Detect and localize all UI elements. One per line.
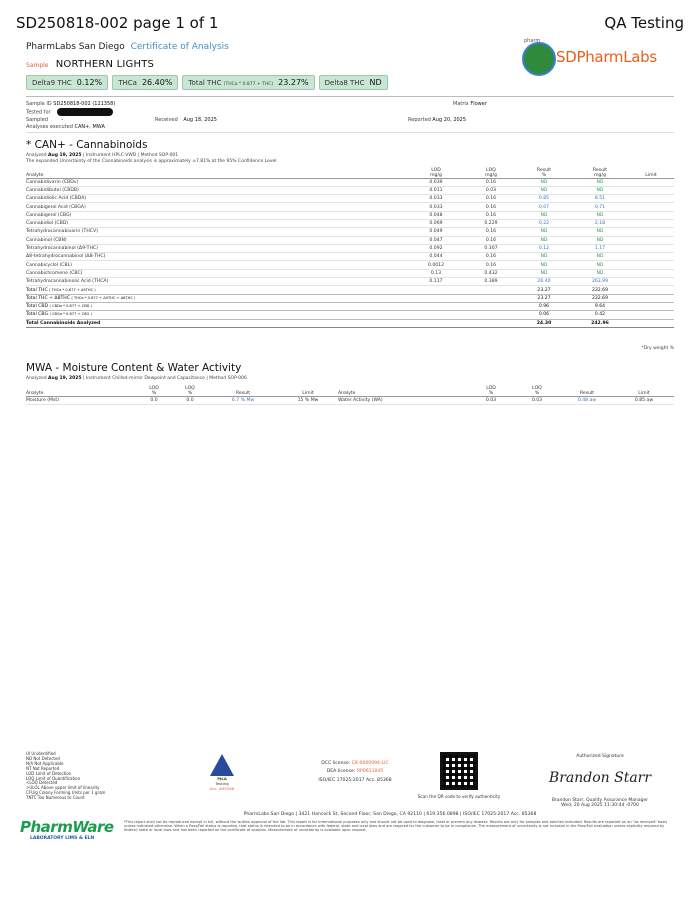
cannabinoids-analyzed: Analyzed Aug 19, 2025 | Instrument HPLC-VWD | Method SOP-001 [26,153,179,158]
cell: 0.13 [406,269,466,277]
cell [628,261,674,269]
disclaimer: *This report shall not be reproduced except in full, without the written approval of the lab. This report is for informational purposes only and should not be used to diagnose, treat or prevent any disease. Results are only for samples and batches indicated. Results are reported on an "as received" basis unless indicated otherwise. When a Pass/Fail status is reported, that status is intended to be in accordance with federal, state and local laws and are required for the customer to be in compliance. The measurement of uncertainty is not included in the Pass/Fail evaluation unless explicitly required by federal, state or local laws and has been reported on the certificate of analysis. Measurement of uncertainty is available upon request. [124,820,668,833]
mwa-analyzed: Analyzed Aug 19, 2025 | Instrument Chilled-mirror Dewpoint and Capacitance | Method SOP-006 [26,376,247,381]
cell: ND [516,211,572,219]
cell: 0.229 [466,219,516,227]
legend-item: LOD Limit of Detection [26,770,72,776]
legend-item: ND Not Detected [26,755,60,761]
cell: 8.51 [572,195,628,203]
chip-value: 23.27% [278,78,309,87]
cell: 0.039 [406,178,466,186]
table-row [26,211,674,219]
sample-id: Sample ID SD250818-002 (121358) [26,101,116,107]
cell: ND [572,261,628,269]
lab-name: PharmLabs San Diego [26,42,125,52]
divider [26,132,674,133]
legend-item: <LOQ Detected [26,780,58,786]
cell [466,294,516,302]
cell: 0.092 [406,244,466,252]
analyte-name: Tetrahydrocannabivarin (THCV) [26,228,406,236]
cell: 0.033 [406,195,466,203]
analyte-name: Cannabidiolic Acid (CBDA) [26,195,406,203]
cell [628,244,674,252]
cell [628,311,674,319]
total-formula: ( CBDa * 0.877 + CBD ) [49,304,92,309]
column-header: LOQ % [514,384,560,396]
cell [406,319,466,327]
cell: 0.16 [466,203,516,211]
cell [628,294,674,302]
cell: 0.048 [406,211,466,219]
cell [466,311,516,319]
cell: 0.22 [516,219,572,227]
cell: 0.16 [466,228,516,236]
cell: 0.03 [468,396,514,404]
uncertainty-note: The expanded Uncertainty of the Cannabinoids analysis is approximately ±7.81% at the 95% Confidence Level [26,159,277,164]
chip-thca [112,75,178,90]
pjla-accreditation: Acc. #85368 [209,786,235,791]
coa-label: Certificate of Analysis [130,42,229,52]
cell [628,228,674,236]
sample-line [26,59,154,70]
grand-total-row [26,319,674,327]
cell [628,253,674,261]
cell: 24.30 [516,319,572,327]
analyte-name: Cannabinol (CBN) [26,236,406,244]
total-formula: ( THCa * 0.877 + Δ9THC ) [49,287,96,292]
lab-heading [26,42,229,52]
cell: 15 % Mw [278,396,338,404]
cell: 0.48 aw [560,396,614,404]
sdpharmlabs-logo [522,40,672,80]
cell: ND [572,236,628,244]
cell: 0.03 [466,186,516,194]
cell: 0.71 [572,203,628,211]
cell: 232.69 [572,286,628,294]
cell [466,319,516,327]
column-header: Limit [278,384,338,396]
cell: 0.07 [516,203,572,211]
cell: 0.049 [406,228,466,236]
cell [406,286,466,294]
table-row [26,236,674,244]
cell [628,269,674,277]
mwa-table [26,384,674,405]
legend-item: >ULOL Above upper limit of linearity [26,785,100,791]
cell: 0.044 [406,253,466,261]
chip-delta8-thc [319,75,388,90]
total-row [26,311,674,319]
cell: ND [516,236,572,244]
summary-chips [26,75,388,90]
cell: 0.0 [136,396,172,404]
analyte-name: Tetrahydrocannabinol (Δ9-THC) [26,244,406,252]
cell: ND [572,211,628,219]
received: Received Aug 18, 2025 [155,117,217,123]
column-header: Result [208,384,278,396]
analyses-executed: Analyses executed CAN+, MWA [26,124,105,130]
cell [628,302,674,310]
analyte-name: Δ8-tetrahydrocannabinol (Δ8-THC) [26,253,406,261]
analyte-name: Cannabicyclol (CBL) [26,261,406,269]
total-name: Total THC + Δ8THC ( THCa * 0.877 + Δ9THC + Δ8THC ) [26,294,406,302]
table-header-row [26,166,674,178]
cell: 0.011 [406,186,466,194]
analyte-name: Moisture (Mst) [26,396,136,404]
logo-arc-text: pharm [524,38,541,44]
table-row [26,261,674,269]
authorized-signature-label: Authorized Signature [576,754,624,759]
cell: ND [516,178,572,186]
pjla-text: PJLA [217,776,227,781]
cell: 23.27 [516,286,572,294]
analyte-name: Cannabidivarin (CBDv) [26,178,406,186]
cell: 0.85 [516,195,572,203]
total-name: Total CBG ( CBGa * 0.877 + CBG ) [26,311,406,319]
cell [628,195,674,203]
document-title: SD250818-002 page 1 of 1 [16,14,219,32]
table-header-row [26,384,674,396]
column-header: Result [560,384,614,396]
cell: 0.03 [514,396,560,404]
cell: 0.307 [466,244,516,252]
qa-testing-title: QA Testing [604,14,684,32]
table-row [26,396,674,404]
cell [406,302,466,310]
analyte-name: Cannabichromene (CBC) [26,269,406,277]
chip-label: THCa [118,78,137,87]
pharmware-wordmark: PharmWare [20,818,114,836]
cell [628,219,674,227]
cell: ND [572,186,628,194]
cell: 2.18 [572,219,628,227]
cell [628,178,674,186]
signature: Brandon Starr [548,770,652,786]
dry-weight-note: *Dry weight % [641,346,674,351]
cell [628,236,674,244]
pharmware-subtitle: LABORATORY LIMS & ELN [30,836,95,841]
cell: 0.16 [466,261,516,269]
cell: 1.17 [572,244,628,252]
analyte-name: Water Activity (WA) [338,396,468,404]
licenses [300,760,410,785]
table-row [26,269,674,277]
column-header: Analyte [26,384,136,396]
total-row [26,302,674,310]
cell: 0.06 [516,311,572,319]
pharmware-logo [20,818,116,846]
legend-item: NT Not Reported [26,765,60,771]
dea-license: DEA license: RP0611045 [326,769,384,775]
total-row [26,286,674,294]
chip-delta9-thc [26,75,108,90]
cell: 0.16 [466,195,516,203]
column-header: Limit [614,384,674,396]
divider [26,96,674,97]
globe-icon [522,42,556,76]
analyte-name: Cannabigerol (CBG) [26,211,406,219]
mwa-title: MWA - Moisture Content & Water Activity [26,362,242,374]
cell [466,286,516,294]
chip-value: 26.40% [141,78,173,87]
cell: 0.0 [172,396,208,404]
cell: 0.047 [406,236,466,244]
cannabinoids-title: * CAN+ - Cannabinoids [26,139,148,151]
cell [406,294,466,302]
cell: ND [572,269,628,277]
table-row [26,186,674,194]
cell: ND [572,228,628,236]
cell [628,286,674,294]
table-row [26,219,674,227]
sample-label: Sample [26,62,49,69]
top-bar [16,14,684,36]
total-name: Total CBD ( CBDa * 0.877 + CBD ) [26,302,406,310]
cell: 0.16 [466,178,516,186]
column-header: Result % [516,166,572,178]
cell: 0.117 [406,278,466,286]
cell: 0.16 [466,253,516,261]
chip-value: 0.12% [76,78,103,87]
cell [466,302,516,310]
iso-accreditation: ISO/IEC 17025:2017 Acc. 85368 [318,777,392,783]
chip-total-thc [182,75,314,90]
cell: ND [516,261,572,269]
table-row [26,278,674,286]
column-header: LOQ % [172,384,208,396]
total-formula: ( CBGa * 0.877 + CBG ) [49,312,92,317]
chip-label: Delta8 THC [324,78,365,87]
cell: ND [572,178,628,186]
signer-info: Brandon Starr, Quality Assurance Manager Wed, 20 Aug 2025 11:30:44 -0700 [551,798,649,809]
table-row [26,203,674,211]
cell [628,211,674,219]
cell: 0.16 [466,211,516,219]
total-name: Total THC ( THCa * 0.877 + Δ9THC ) [26,286,406,294]
cell: ND [516,228,572,236]
cannabinoids-table [26,166,674,328]
legend-item: CFU/g Colony Forming Units per 1 gram [26,790,106,796]
cell: 242.96 [572,319,628,327]
column-header: LOQ mg/g [466,166,516,178]
legend-item: TNTC Too Numerous to Count [26,795,85,801]
qr-caption: Scan the QR code to verify authenticity [417,794,501,799]
cell: 0.069 [406,219,466,227]
cell: 263.99 [572,278,628,286]
analyte-name: Cannabigerol Acid (CBGA) [26,203,406,211]
qr-code[interactable] [440,752,478,790]
cell: 26.40 [516,278,572,286]
cell: ND [516,186,572,194]
cell: 0.033 [406,203,466,211]
analyte-name: Cannabidiol (CBD) [26,219,406,227]
legend-item: UI Unidentified [26,751,56,756]
cell: 0.432 [466,269,516,277]
cell [406,311,466,319]
cell: 0.42 [572,311,628,319]
chip-value: ND [369,78,382,87]
cell: 6.7 % Mw [208,396,278,404]
legend-item: N/A Not Applicable [26,760,64,766]
cell: 0.0012 [406,261,466,269]
total-name: Total Cannabinoids Analyzed [26,319,406,327]
cell: 9.64 [572,302,628,310]
cell [628,186,674,194]
tested-for: Tested for [26,108,113,116]
table-row [26,253,674,261]
legend-item: LOQ Limit of Quantification [26,775,81,781]
cell: ND [516,269,572,277]
cell: 0.85 aw [614,396,674,404]
table-row [26,228,674,236]
column-header: Limit [628,166,674,178]
column-header: LOD % [468,384,514,396]
cell [628,203,674,211]
cell: 0.389 [466,278,516,286]
logo-wordmark: SDPharmLabs [556,48,657,66]
sampled: Sampled - [26,117,64,123]
total-formula: ( THCa * 0.877 + Δ9THC + Δ8THC ) [71,295,136,300]
cell: ND [516,253,572,261]
analyte-name: Cannabidibutol (CBDB) [26,186,406,194]
cell: 0.96 [516,302,572,310]
cell: 0.12 [516,244,572,252]
column-header: LOD % [136,384,172,396]
matrix: Matrix Flower [453,101,487,107]
lab-address: PharmLabs San Diego | 3421 Hancock St, Second Floor, San Diego, CA 92110 | 619.356.0898 | ISO/IEC 17025:2017 Acc. 85368 [243,812,537,817]
dcc-license: DCC license: C8-0000094-LIC [321,761,389,766]
chip-label: Delta9 THC [32,78,72,87]
pjla-badge [206,754,238,804]
chip-label: Total THC (THCa * 0.877 + THC) [188,78,274,87]
column-header: Analyte [26,166,406,178]
column-header: Result mg/g [572,166,628,178]
analyte-name: Tetrahydrocannabinolic Acid (THCA) [26,278,406,286]
table-row [26,195,674,203]
cell: 232.69 [572,294,628,302]
column-header: Analyte [338,384,468,396]
sample-name: NORTHERN LIGHTS [55,59,155,70]
chip-formula: (THCa * 0.877 + THC) [223,81,274,87]
cell [628,278,674,286]
table-row [26,244,674,252]
reported: Reported Aug 20, 2025 [408,117,467,123]
cell: ND [572,253,628,261]
cell: 23.27 [516,294,572,302]
table-row [26,178,674,186]
pjla-icon [210,754,234,776]
column-header: LOD mg/g [406,166,466,178]
total-row [26,294,674,302]
redaction [57,108,113,116]
abbreviation-legend [26,752,122,801]
cell [628,319,674,327]
cell: 0.16 [466,236,516,244]
pjla-sub: Testing [215,781,229,786]
